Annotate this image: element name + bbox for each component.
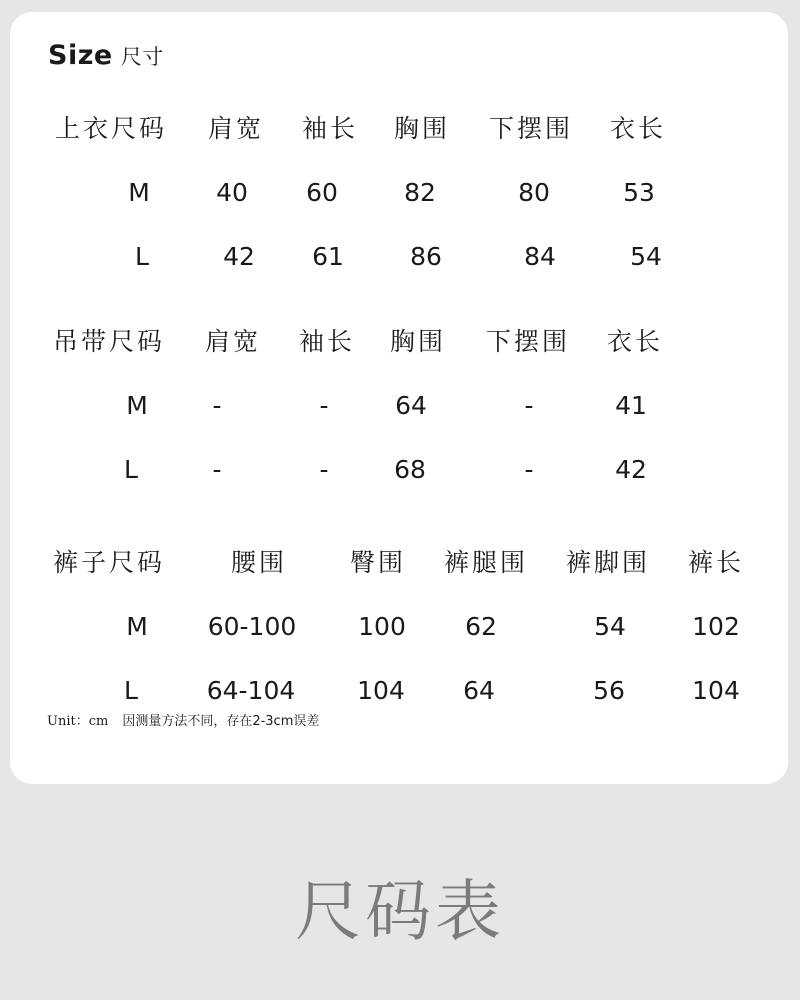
table-cell: 41 xyxy=(615,391,647,420)
table-header-cell: 臀围 xyxy=(349,548,407,577)
table-cell: - xyxy=(524,391,534,420)
table-cell: - xyxy=(319,455,329,484)
table-header-cell: 袖长 xyxy=(298,327,356,356)
table-cell: 100 xyxy=(358,612,406,641)
measurement-disclaimer: 因测量方法不同，存在2-3cm误差 xyxy=(122,714,320,729)
table-header-cell: 下摆围 xyxy=(485,327,571,356)
table-cell: 86 xyxy=(410,242,442,271)
table-cell: 104 xyxy=(692,676,740,705)
table-header-cell: 腰围 xyxy=(230,548,288,577)
table-cell: L xyxy=(135,242,149,271)
table-cell: 40 xyxy=(216,178,248,207)
table-cell: 80 xyxy=(518,178,550,207)
table-cell: 54 xyxy=(594,612,626,641)
table-cell: 64-104 xyxy=(206,676,296,705)
unit-label: Unit：cm xyxy=(47,714,109,729)
table-header-cell: 胸围 xyxy=(389,327,447,356)
table-header-cell: 袖长 xyxy=(301,114,359,143)
table-cell: 102 xyxy=(692,612,740,641)
table-cell: - xyxy=(212,455,222,484)
table-header-cell: 肩宽 xyxy=(207,114,265,143)
table-cell: 61 xyxy=(312,242,344,271)
table-cell: 56 xyxy=(593,676,625,705)
table-cell: 60 xyxy=(306,178,338,207)
table-cell: 42 xyxy=(223,242,255,271)
table-cell: 104 xyxy=(357,676,405,705)
table-cell: M xyxy=(126,391,148,420)
table-cell: 64 xyxy=(463,676,495,705)
table-cell: 53 xyxy=(623,178,655,207)
table-cell: 84 xyxy=(524,242,556,271)
table-header-cell: 裤长 xyxy=(687,548,745,577)
table-header-cell: 裤脚围 xyxy=(565,548,651,577)
table-cell: L xyxy=(124,676,138,705)
size-heading-sub: 尺寸 xyxy=(120,45,164,69)
table-cell: M xyxy=(126,612,148,641)
table-cell: 60-100 xyxy=(207,612,297,641)
size-heading xyxy=(48,40,164,71)
table-cell: - xyxy=(212,391,222,420)
table-header-cell: 吊带尺码 xyxy=(53,327,166,356)
table-cell: 68 xyxy=(394,455,426,484)
table-header-cell: 肩宽 xyxy=(204,327,262,356)
table-header-cell: 衣长 xyxy=(606,327,664,356)
table-header-cell: 下摆围 xyxy=(488,114,574,143)
table-cell: M xyxy=(128,178,150,207)
table-cell: 64 xyxy=(395,391,427,420)
table-cell: L xyxy=(124,455,138,484)
table-header-cell: 裤腿围 xyxy=(443,548,529,577)
size-heading-main: Size xyxy=(48,40,113,71)
size-chart-title: 尺码表 xyxy=(295,873,505,950)
table-header-cell: 衣长 xyxy=(609,114,667,143)
table-header-cell: 胸围 xyxy=(393,114,451,143)
table-cell: 42 xyxy=(615,455,647,484)
table-header-cell: 上衣尺码 xyxy=(55,114,168,143)
table-cell: - xyxy=(524,455,534,484)
table-cell: - xyxy=(319,391,329,420)
measurement-note xyxy=(47,710,319,729)
table-cell: 62 xyxy=(465,612,497,641)
table-cell: 82 xyxy=(404,178,436,207)
table-header-cell: 裤子尺码 xyxy=(53,548,166,577)
table-cell: 54 xyxy=(630,242,662,271)
